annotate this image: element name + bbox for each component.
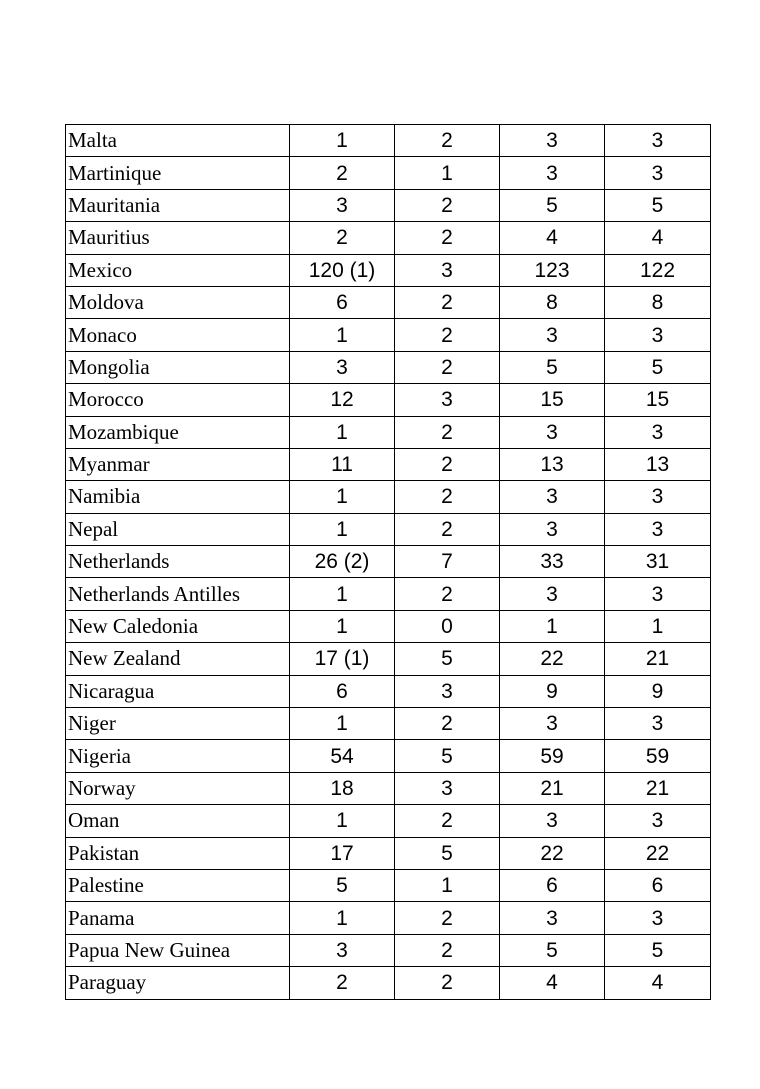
value-cell-c4: 122 [605,254,711,286]
country-name-cell: Paraguay [66,967,290,999]
value-cell-c3: 3 [500,157,605,189]
value-cell-c1: 2 [290,222,395,254]
value-cell-c1: 1 [290,902,395,934]
value-cell-c1: 6 [290,675,395,707]
value-cell-c1: 26 (2) [290,546,395,578]
value-cell-c3: 123 [500,254,605,286]
table-row [66,384,711,416]
value-cell-c4: 31 [605,546,711,578]
table-row [66,157,711,189]
value-cell-c4: 3 [605,319,711,351]
value-cell-c2: 2 [395,578,500,610]
country-name-cell: Namibia [66,481,290,513]
country-name-cell: Mexico [66,254,290,286]
table-row [66,351,711,383]
value-cell-c3: 3 [500,708,605,740]
table-row [66,189,711,221]
value-cell-c2: 2 [395,805,500,837]
value-cell-c3: 3 [500,481,605,513]
table-row [66,967,711,999]
value-cell-c1: 3 [290,934,395,966]
value-cell-c1: 11 [290,448,395,480]
value-cell-c2: 3 [395,384,500,416]
value-cell-c2: 2 [395,222,500,254]
value-cell-c2: 2 [395,481,500,513]
value-cell-c1: 54 [290,740,395,772]
value-cell-c1: 2 [290,157,395,189]
value-cell-c4: 22 [605,837,711,869]
country-name-cell: Nicaragua [66,675,290,707]
country-data-table [65,124,711,1000]
value-cell-c1: 17 [290,837,395,869]
value-cell-c4: 3 [605,157,711,189]
value-cell-c1: 6 [290,286,395,318]
value-cell-c2: 5 [395,643,500,675]
value-cell-c4: 21 [605,643,711,675]
country-name-cell: Papua New Guinea [66,934,290,966]
value-cell-c4: 3 [605,481,711,513]
value-cell-c2: 5 [395,740,500,772]
value-cell-c2: 2 [395,416,500,448]
value-cell-c4: 8 [605,286,711,318]
value-cell-c1: 18 [290,772,395,804]
table-row [66,934,711,966]
table-row [66,772,711,804]
value-cell-c4: 3 [605,513,711,545]
value-cell-c2: 2 [395,448,500,480]
value-cell-c2: 2 [395,189,500,221]
value-cell-c2: 3 [395,675,500,707]
value-cell-c2: 2 [395,967,500,999]
value-cell-c4: 21 [605,772,711,804]
value-cell-c3: 5 [500,189,605,221]
value-cell-c3: 5 [500,934,605,966]
value-cell-c2: 2 [395,934,500,966]
value-cell-c3: 3 [500,902,605,934]
value-cell-c2: 2 [395,708,500,740]
value-cell-c2: 3 [395,254,500,286]
value-cell-c3: 22 [500,837,605,869]
value-cell-c4: 1 [605,610,711,642]
country-name-cell: Nigeria [66,740,290,772]
table-row [66,740,711,772]
value-cell-c1: 1 [290,416,395,448]
table-row [66,481,711,513]
table-row [66,902,711,934]
value-cell-c1: 1 [290,805,395,837]
value-cell-c1: 17 (1) [290,643,395,675]
country-name-cell: Oman [66,805,290,837]
value-cell-c2: 5 [395,837,500,869]
value-cell-c3: 3 [500,578,605,610]
value-cell-c2: 2 [395,286,500,318]
country-name-cell: Norway [66,772,290,804]
value-cell-c1: 12 [290,384,395,416]
value-cell-c3: 15 [500,384,605,416]
table-row [66,610,711,642]
value-cell-c3: 59 [500,740,605,772]
value-cell-c3: 9 [500,675,605,707]
country-name-cell: Palestine [66,869,290,901]
value-cell-c4: 15 [605,384,711,416]
value-cell-c3: 22 [500,643,605,675]
value-cell-c4: 13 [605,448,711,480]
value-cell-c4: 3 [605,416,711,448]
country-name-cell: Netherlands [66,546,290,578]
table-row [66,546,711,578]
value-cell-c1: 1 [290,481,395,513]
value-cell-c2: 2 [395,351,500,383]
country-name-cell: Martinique [66,157,290,189]
value-cell-c3: 3 [500,319,605,351]
value-cell-c2: 7 [395,546,500,578]
value-cell-c4: 5 [605,934,711,966]
value-cell-c3: 13 [500,448,605,480]
value-cell-c2: 3 [395,772,500,804]
value-cell-c2: 1 [395,869,500,901]
country-name-cell: Morocco [66,384,290,416]
value-cell-c4: 3 [605,708,711,740]
value-cell-c1: 3 [290,351,395,383]
value-cell-c4: 5 [605,189,711,221]
value-cell-c1: 1 [290,513,395,545]
value-cell-c4: 3 [605,125,711,157]
value-cell-c4: 6 [605,869,711,901]
value-cell-c4: 3 [605,805,711,837]
country-name-cell: Mauritius [66,222,290,254]
value-cell-c3: 21 [500,772,605,804]
country-name-cell: Mauritania [66,189,290,221]
country-name-cell: New Zealand [66,643,290,675]
value-cell-c3: 3 [500,805,605,837]
value-cell-c1: 1 [290,319,395,351]
value-cell-c2: 2 [395,319,500,351]
value-cell-c1: 120 (1) [290,254,395,286]
country-name-cell: Malta [66,125,290,157]
table-row [66,222,711,254]
country-name-cell: Panama [66,902,290,934]
table-row [66,254,711,286]
value-cell-c2: 0 [395,610,500,642]
value-cell-c2: 2 [395,125,500,157]
value-cell-c1: 1 [290,125,395,157]
table-row [66,513,711,545]
table-row [66,319,711,351]
table-row [66,869,711,901]
country-name-cell: Monaco [66,319,290,351]
table-row [66,578,711,610]
value-cell-c3: 3 [500,125,605,157]
value-cell-c3: 3 [500,513,605,545]
value-cell-c3: 4 [500,967,605,999]
country-name-cell: Moldova [66,286,290,318]
value-cell-c3: 8 [500,286,605,318]
table-row [66,448,711,480]
value-cell-c2: 1 [395,157,500,189]
value-cell-c3: 3 [500,416,605,448]
table-row [66,416,711,448]
country-name-cell: Myanmar [66,448,290,480]
country-name-cell: Niger [66,708,290,740]
value-cell-c2: 2 [395,902,500,934]
value-cell-c1: 1 [290,578,395,610]
value-cell-c4: 5 [605,351,711,383]
value-cell-c3: 5 [500,351,605,383]
country-name-cell: Netherlands Antilles [66,578,290,610]
value-cell-c4: 59 [605,740,711,772]
value-cell-c3: 33 [500,546,605,578]
table-body [66,125,711,1000]
table-row [66,643,711,675]
value-cell-c1: 2 [290,967,395,999]
table-row [66,286,711,318]
country-name-cell: Nepal [66,513,290,545]
value-cell-c4: 3 [605,902,711,934]
value-cell-c4: 3 [605,578,711,610]
value-cell-c1: 1 [290,708,395,740]
table-row [66,837,711,869]
value-cell-c1: 1 [290,610,395,642]
table-row [66,805,711,837]
table-row [66,675,711,707]
value-cell-c3: 6 [500,869,605,901]
table-row [66,708,711,740]
value-cell-c3: 4 [500,222,605,254]
value-cell-c4: 9 [605,675,711,707]
value-cell-c3: 1 [500,610,605,642]
table-row [66,125,711,157]
country-name-cell: New Caledonia [66,610,290,642]
value-cell-c1: 3 [290,189,395,221]
country-name-cell: Mozambique [66,416,290,448]
value-cell-c1: 5 [290,869,395,901]
country-name-cell: Pakistan [66,837,290,869]
value-cell-c4: 4 [605,222,711,254]
value-cell-c2: 2 [395,513,500,545]
country-name-cell: Mongolia [66,351,290,383]
value-cell-c4: 4 [605,967,711,999]
